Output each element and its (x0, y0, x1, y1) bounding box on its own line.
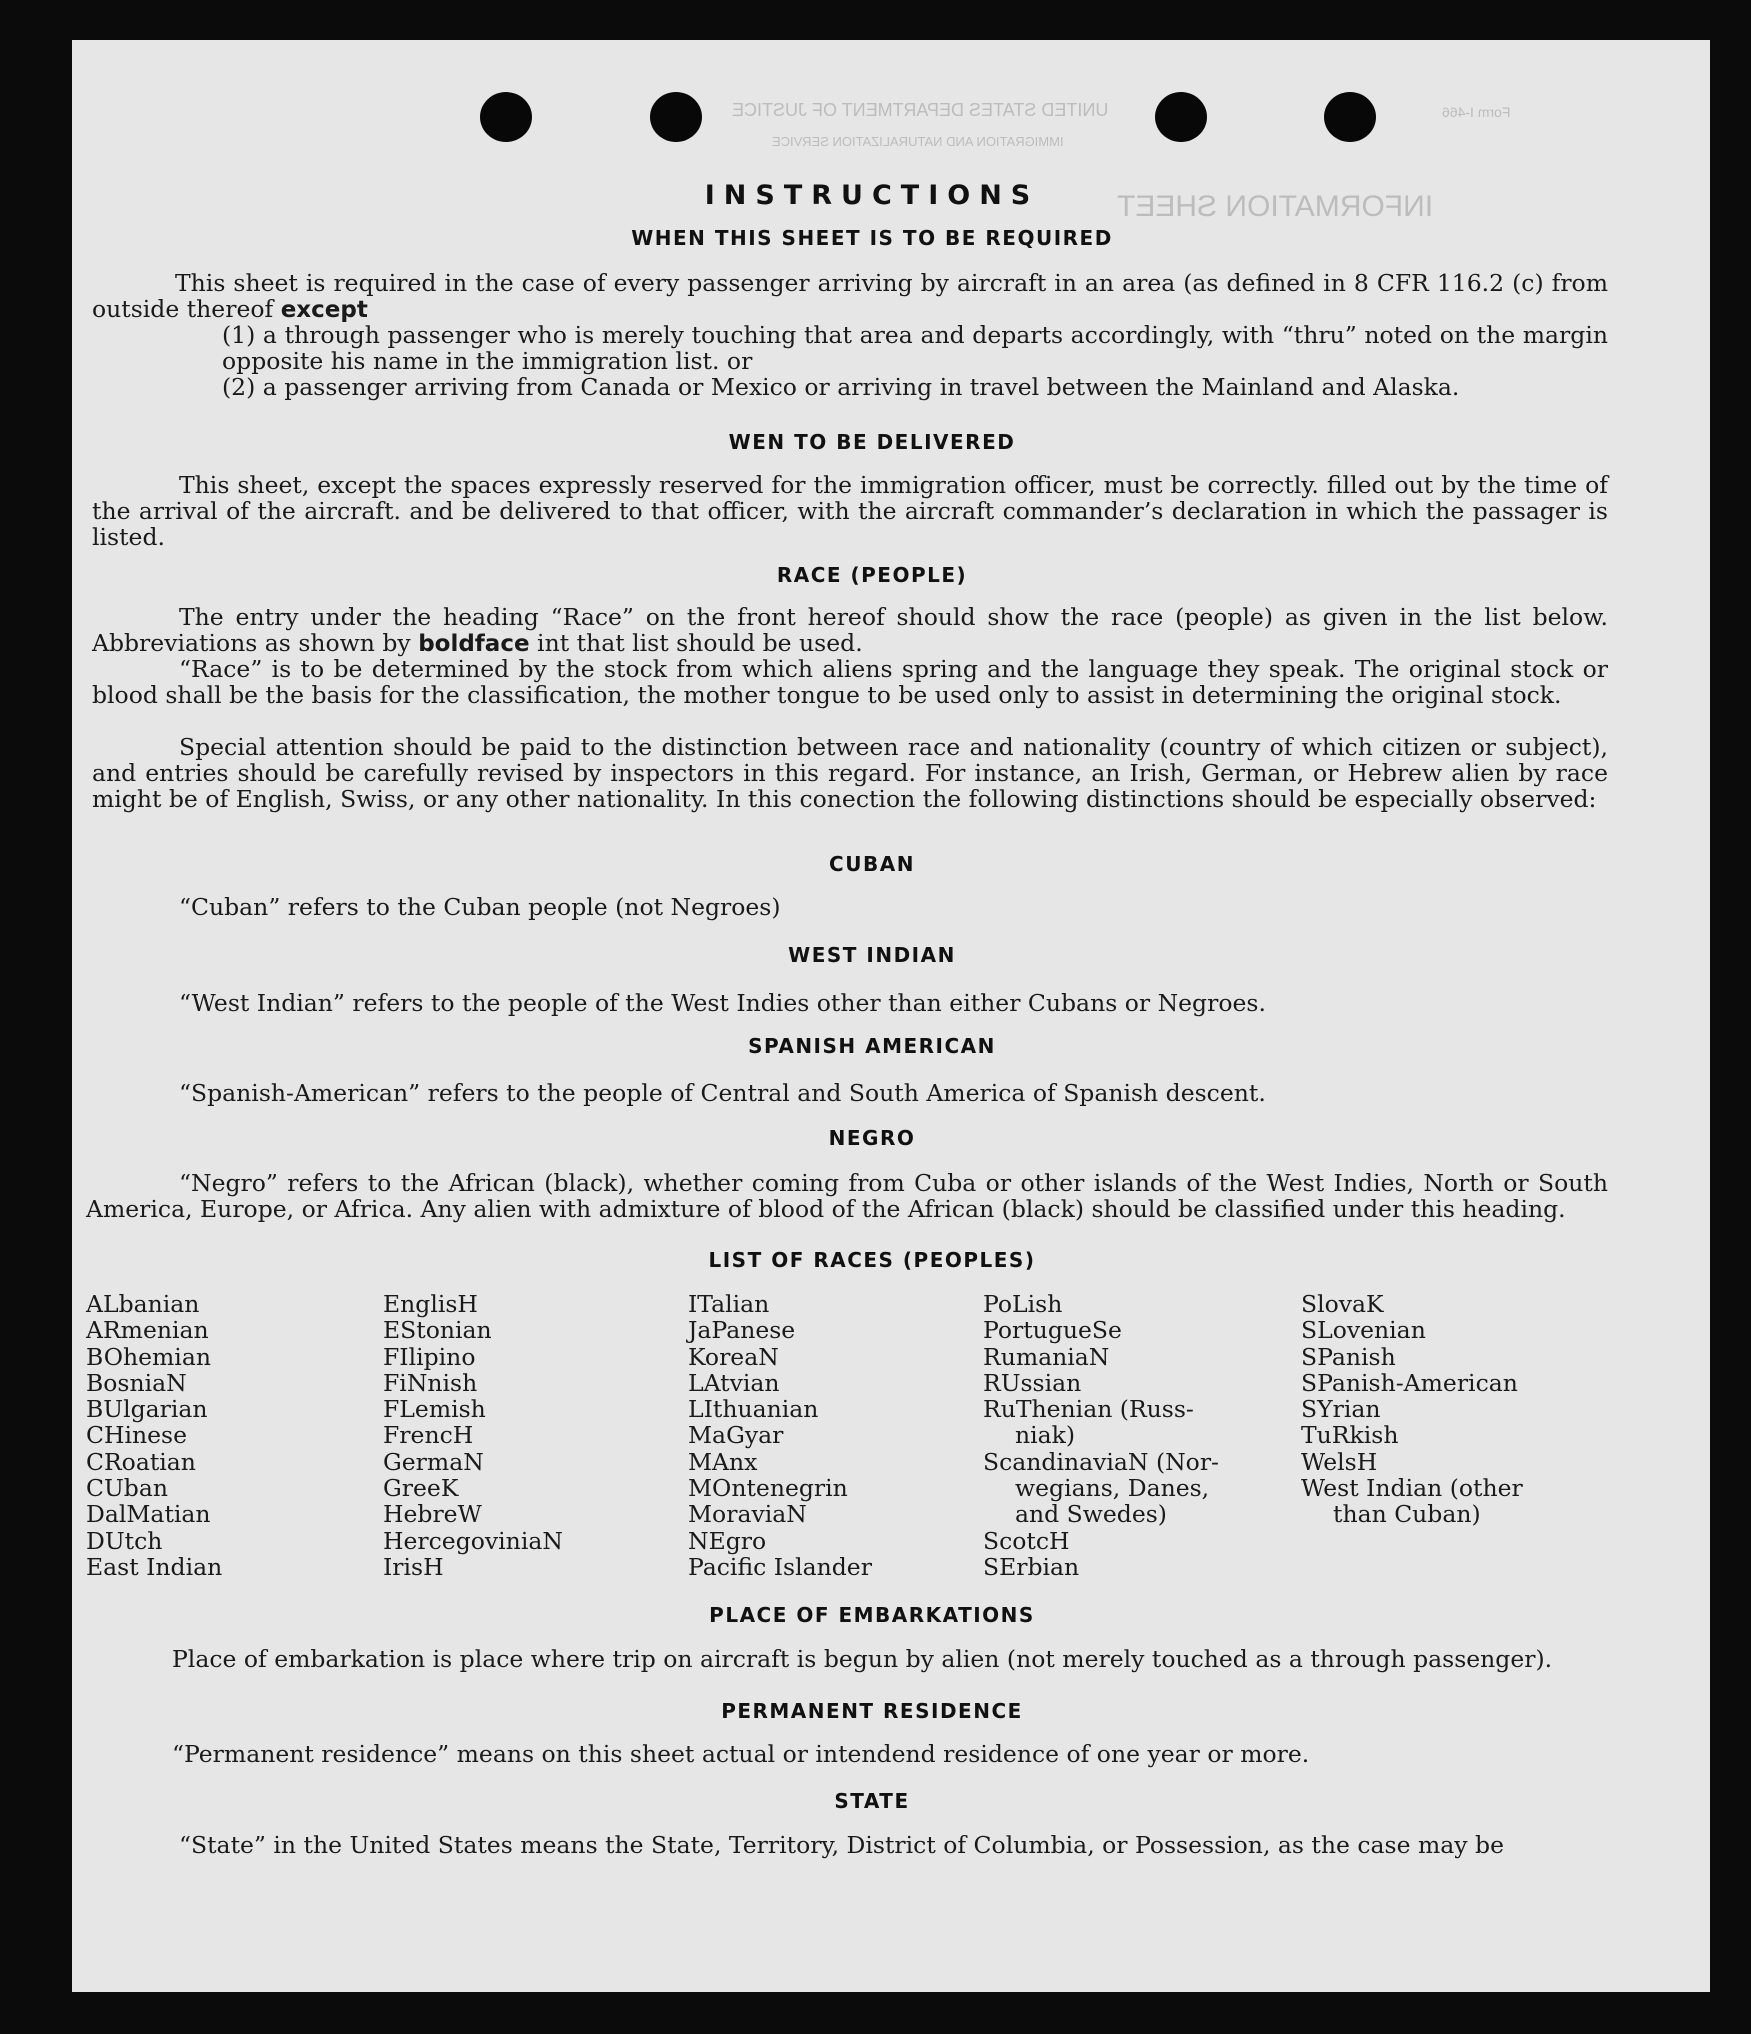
heading-list-of-races: LIST OF RACES (PEOPLES) (708, 1248, 1036, 1272)
when-delivered-text: This sheet, except the spaces expressly reserved for the immigration officer, must be correctly. filled out by the time of the arrival of the aircraft. and be delivered to that officer, with the aircraft commander’s declaration in which the passager is listed. (92, 471, 1608, 551)
race-item: ALbanian (86, 1290, 200, 1318)
bleed-through-title: INFORMATION SHEET (1117, 190, 1434, 223)
race-item: GreeK (383, 1474, 459, 1503)
race-paragraph-1: The entry under the heading “Race” on the front hereof should show the race (people) as given in the list below. Abbreviations as shown by boldface int that list should be used. (92, 603, 1608, 657)
heading-when-required: WHEN THIS SHEET IS TO BE REQUIRED (631, 226, 1113, 250)
race-item: EnglisH (383, 1290, 478, 1318)
races-column-5 (1301, 1291, 1523, 1528)
heading-place-of-embarkations: PLACE OF EMBARKATIONS (709, 1603, 1035, 1627)
race-item: HercegoviniaN (383, 1526, 563, 1555)
race-item: ScotcH (983, 1526, 1070, 1555)
race-item: SlovaK (1301, 1290, 1384, 1318)
race-item: SLovenian (1301, 1316, 1426, 1345)
negro-text: “Negro” refers to the African (black), whether coming from Cuba or other islands of the West Indies, North or South America, Europe, or Africa. Any alien with admixture of blood of the African (black) should be classified under this heading. (86, 1169, 1608, 1223)
races-column-1 (86, 1291, 222, 1580)
race-item: PoLish (983, 1290, 1063, 1318)
heading-race: RACE (PEOPLE) (776, 563, 968, 587)
race-item: HebreW (383, 1500, 482, 1529)
heading-when-delivered: WEN TO BE DELIVERED (728, 430, 1016, 454)
race-item: PortugueSe (983, 1316, 1122, 1345)
race-item: BUlgarian (86, 1395, 208, 1424)
races-column-2 (383, 1291, 563, 1580)
heading-state: STATE (834, 1789, 910, 1813)
race-item: FiNnish (383, 1368, 478, 1397)
west-indian-text: “West Indian” refers to the people of the West Indies other than either Cubans or Negroes. (179, 989, 1266, 1017)
race-item: SPanish-American (1301, 1368, 1518, 1397)
race-item: TuRkish (1301, 1421, 1399, 1450)
race-item: niak) (1015, 1421, 1076, 1450)
race-item: RUssian (983, 1368, 1082, 1397)
race-paragraph-3: Special attention should be paid to the distinction between race and nationality (country of which citizen or subject), and entries should be carefully revised by inspectors in this regard. For instance, an Irish, German, or Hebrew alien by race might be of English, Swiss, or any other nationality. In this conection the following distinctions should be especially observed: (92, 733, 1608, 813)
race-item: DUtch (86, 1526, 163, 1555)
race-item: GermaN (383, 1447, 484, 1476)
race-item: MOntenegrin (688, 1474, 848, 1503)
boldface-bold: boldface (418, 631, 530, 657)
race-item: RumaniaN (983, 1342, 1110, 1371)
race-item: East Indian (86, 1552, 223, 1581)
race-item: MoraviaN (688, 1500, 807, 1529)
state-text: “State” in the United States means the State, Territory, District of Columbia, or Possession, as the case may be (179, 1831, 1504, 1859)
race-item: NEgro (688, 1526, 767, 1555)
document-page (72, 40, 1710, 1992)
race-item: SYrian (1301, 1395, 1381, 1424)
race-item: IrisH (383, 1552, 444, 1581)
heading-negro: NEGRO (828, 1126, 916, 1150)
bleed-through-form: Form I-466 (1442, 104, 1511, 120)
residence-text: “Permanent residence” means on this sheet actual or intendend residence of one year or more. (172, 1740, 1310, 1768)
except-bold: except (280, 297, 368, 323)
race-item: MAnx (688, 1447, 758, 1476)
punch-hole (480, 92, 532, 142)
race-item: BosniaN (86, 1368, 187, 1397)
race-item: than Cuban) (1333, 1500, 1481, 1529)
race-item: MaGyar (688, 1421, 784, 1450)
race-item: West Indian (other (1301, 1474, 1523, 1503)
race-item: LIthuanian (688, 1395, 819, 1424)
race-item: KoreaN (688, 1342, 779, 1371)
race-item: Pacific Islander (688, 1552, 872, 1581)
race-item: RuThenian (Russ- (983, 1395, 1194, 1424)
race-item: wegians, Danes, (1015, 1474, 1210, 1503)
race-item: LAtvian (688, 1368, 780, 1397)
races-column-3 (688, 1291, 872, 1580)
race-item: and Swedes) (1015, 1500, 1167, 1529)
cuban-text: “Cuban” refers to the Cuban people (not Negroes) (179, 893, 781, 921)
race-item: SErbian (983, 1552, 1080, 1581)
heading-cuban: CUBAN (829, 852, 915, 876)
race-item: ScandinaviaN (Nor- (983, 1447, 1219, 1476)
heading-permanent-residence: PERMANENT RESIDENCE (721, 1699, 1023, 1723)
race-item: WelsH (1301, 1447, 1378, 1476)
race-item: ITalian (688, 1290, 770, 1318)
race-item: FIlipino (383, 1342, 476, 1371)
race-item: FrencH (383, 1421, 474, 1450)
race-item: EStonian (383, 1316, 492, 1345)
when-required-item-1: (1) a through passenger who is merely touching that area and departs accordingly, with “thru” noted on the margin opposite his name in the immigration list. or (222, 321, 1608, 375)
races-column-4 (983, 1291, 1219, 1580)
punch-hole (1155, 92, 1207, 142)
heading-west-indian: WEST INDIAN (788, 943, 956, 967)
race-item: DalMatian (86, 1500, 211, 1529)
race-item: ARmenian (86, 1316, 209, 1345)
race-item: FLemish (383, 1395, 486, 1424)
page-title: INSTRUCTIONS (704, 180, 1040, 211)
punch-hole (650, 92, 702, 142)
race-item: SPanish (1301, 1342, 1396, 1371)
race-item: CUban (86, 1474, 168, 1503)
heading-spanish-american: SPANISH AMERICAN (748, 1034, 996, 1058)
race-item: BOhemian (86, 1342, 211, 1371)
when-required-item-2: (2) a passenger arriving from Canada or Mexico or arriving in travel between the Mainland and Alaska. (222, 373, 1460, 401)
race-item: JaPanese (688, 1316, 796, 1345)
race-item: CRoatian (86, 1447, 196, 1476)
when-required-intro: This sheet is required in the case of every passenger arriving by aircraft in an area (as defined in 8 CFR 116.2 (c) from outside thereof except (92, 269, 1608, 323)
bleed-through-service: IMMIGRATION AND NATURALIZATION SERVICE (772, 134, 1064, 149)
embarkation-text: Place of embarkation is place where trip on aircraft is begun by alien (not merely touched as a through passenger). (172, 1645, 1553, 1673)
punch-hole (1324, 92, 1376, 142)
bleed-through-dept: UNITED STATES DEPARTMENT OF JUSTICE (732, 100, 1109, 120)
race-paragraph-2: “Race” is to be determined by the stock from which aliens spring and the language they speak. The original stock or blood shall be the basis for the classification, the mother tongue to be used only to assist in determining the original stock. (92, 655, 1608, 709)
spanish-american-text: “Spanish-American” refers to the people of Central and South America of Spanish descent. (179, 1079, 1266, 1107)
race-item: CHinese (86, 1421, 187, 1450)
